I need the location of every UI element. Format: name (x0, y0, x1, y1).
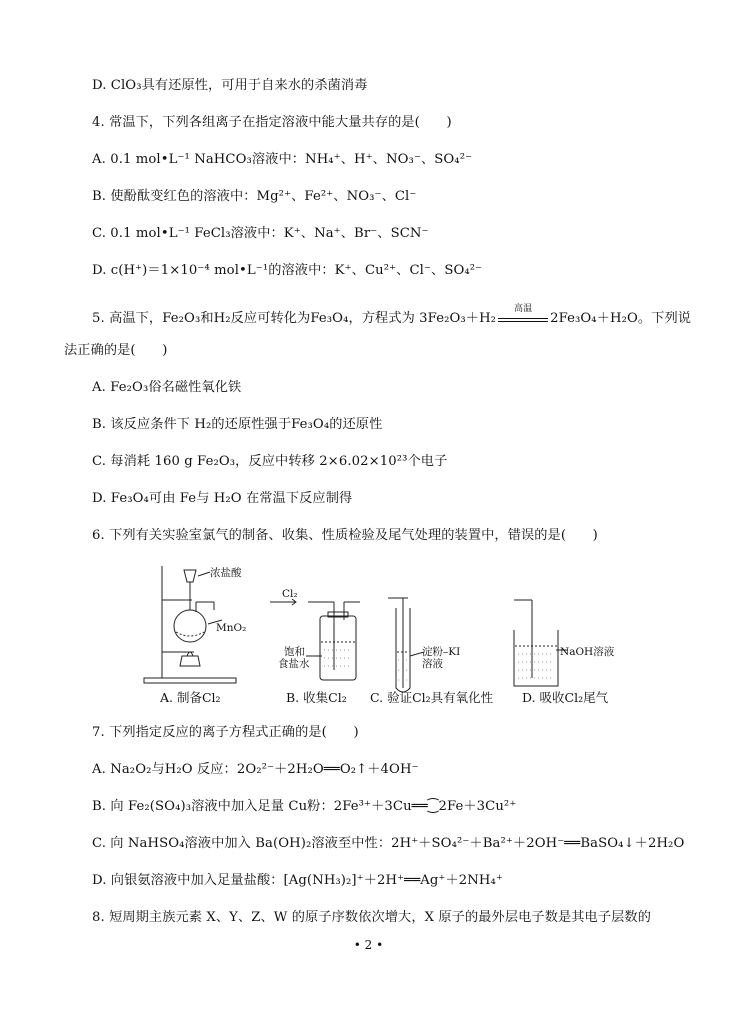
q5-stem-part2: 2Fe₃O₄＋H₂O。下列说 (550, 311, 692, 326)
caption-b: B. 收集Cl₂ (286, 690, 347, 705)
q5-option-d: D. Fe₃O₄可由 Fe与 H₂O 在常温下反应制得 (92, 491, 353, 506)
q7-stem: 7. 下列指定反应的离子方程式正确的是( ) (92, 725, 359, 740)
caption-c: C. 验证Cl₂具有氧化性 (370, 690, 494, 705)
q5-option-b: B. 该反应条件下 H₂的还原性强于Fe₃O₄的还原性 (92, 417, 383, 432)
q5-stem-cont: 法正确的是( ) (64, 343, 168, 358)
label-conc-hcl: 浓盐酸 (210, 567, 242, 579)
q6-stem: 6. 下列有关实验室氯气的制备、收集、性质检验及尾气处理的装置中，错误的是( ) (92, 528, 598, 543)
label-naoh: NaOH溶液 (560, 646, 615, 658)
reaction-condition: 高温 (513, 304, 533, 314)
apparatus-figure (138, 560, 658, 710)
q5-option-c: C. 每消耗 160 g Fe₂O₃，反应中转移 2×6.02×10²³个电子 (92, 454, 448, 469)
label-mno2: MnO₂ (216, 622, 247, 634)
q4-option-c: C. 0.1 mol•L⁻¹ FeCl₃溶液中：K⁺、Na⁺、Br⁻、SCN⁻ (92, 226, 429, 241)
label-cl2-inlet: Cl₂ (282, 588, 298, 600)
q5-option-a: A. Fe₂O₃俗名磁性氧化铁 (92, 380, 242, 395)
q4-option-b: B. 使酚酞变红色的溶液中：Mg²⁺、Fe²⁺、NO₃⁻、Cl⁻ (92, 189, 417, 204)
q7-option-b: B. 向 Fe₂(SO₄)₃溶液中加入足量 Cu粉：2Fe³⁺＋3Cu══⁐2Fe＋3Cu²⁺ (92, 799, 517, 814)
q7-option-a: A. Na₂O₂与H₂O 反应：2O₂²⁻＋2H₂O══O₂↑＋4OH⁻ (92, 762, 419, 777)
q7-option-c: C. 向 NaHSO₄溶液中加入 Ba(OH)₂溶液至中性：2H⁺＋SO₄²⁻＋Ba²⁺＋2OH⁻══BaSO₄↓＋2H₂O (92, 836, 685, 851)
q4-stem: 4. 常温下，下列各组离子在指定溶液中能大量共存的是( ) (92, 115, 452, 130)
q5-stem (92, 304, 692, 328)
label-starch-ki-2: 溶液 (422, 658, 443, 670)
high-temp-equals-sign (496, 304, 550, 328)
q3-option-d: D. ClO₃具有还原性，可用于自来水的杀菌消毒 (92, 78, 368, 93)
q4-option-a: A. 0.1 mol•L⁻¹ NaHCO₃溶液中：NH₄⁺、H⁺、NO₃⁻、SO₄²⁻ (92, 152, 473, 167)
q7-option-d: D. 向银氨溶液中加入足量盐酸：[Ag(NH₃)₂]⁺＋2H⁺══Ag⁺＋2NH₄⁺ (92, 873, 503, 888)
page-number: • 2 • (353, 938, 384, 952)
apparatus-d (514, 600, 568, 686)
q4-option-d: D. c(H⁺)＝1×10⁻⁴ mol•L⁻¹的溶液中：K⁺、Cu²⁺、Cl⁻、SO₄²⁻ (92, 263, 483, 278)
q8-stem: 8. 短周期主族元素 X、Y、Z、W 的原子序数依次增大，X 原子的最外层电子数是其电子层数的 (92, 910, 651, 925)
apparatus-c (388, 598, 424, 692)
label-starch-ki-1: 淀粉–KI (422, 646, 461, 658)
q5-stem-part1: 5. 高温下，Fe₂O₃和H₂反应可转化为Fe₃O₄，方程式为 3Fe₂O₃＋H₂ (92, 311, 497, 326)
caption-a: A. 制备Cl₂ (160, 690, 221, 705)
caption-d: D. 吸收Cl₂尾气 (522, 690, 609, 705)
label-sat-brine-2: 食盐水 (278, 658, 310, 670)
label-sat-brine-1: 饱和 (284, 646, 305, 658)
